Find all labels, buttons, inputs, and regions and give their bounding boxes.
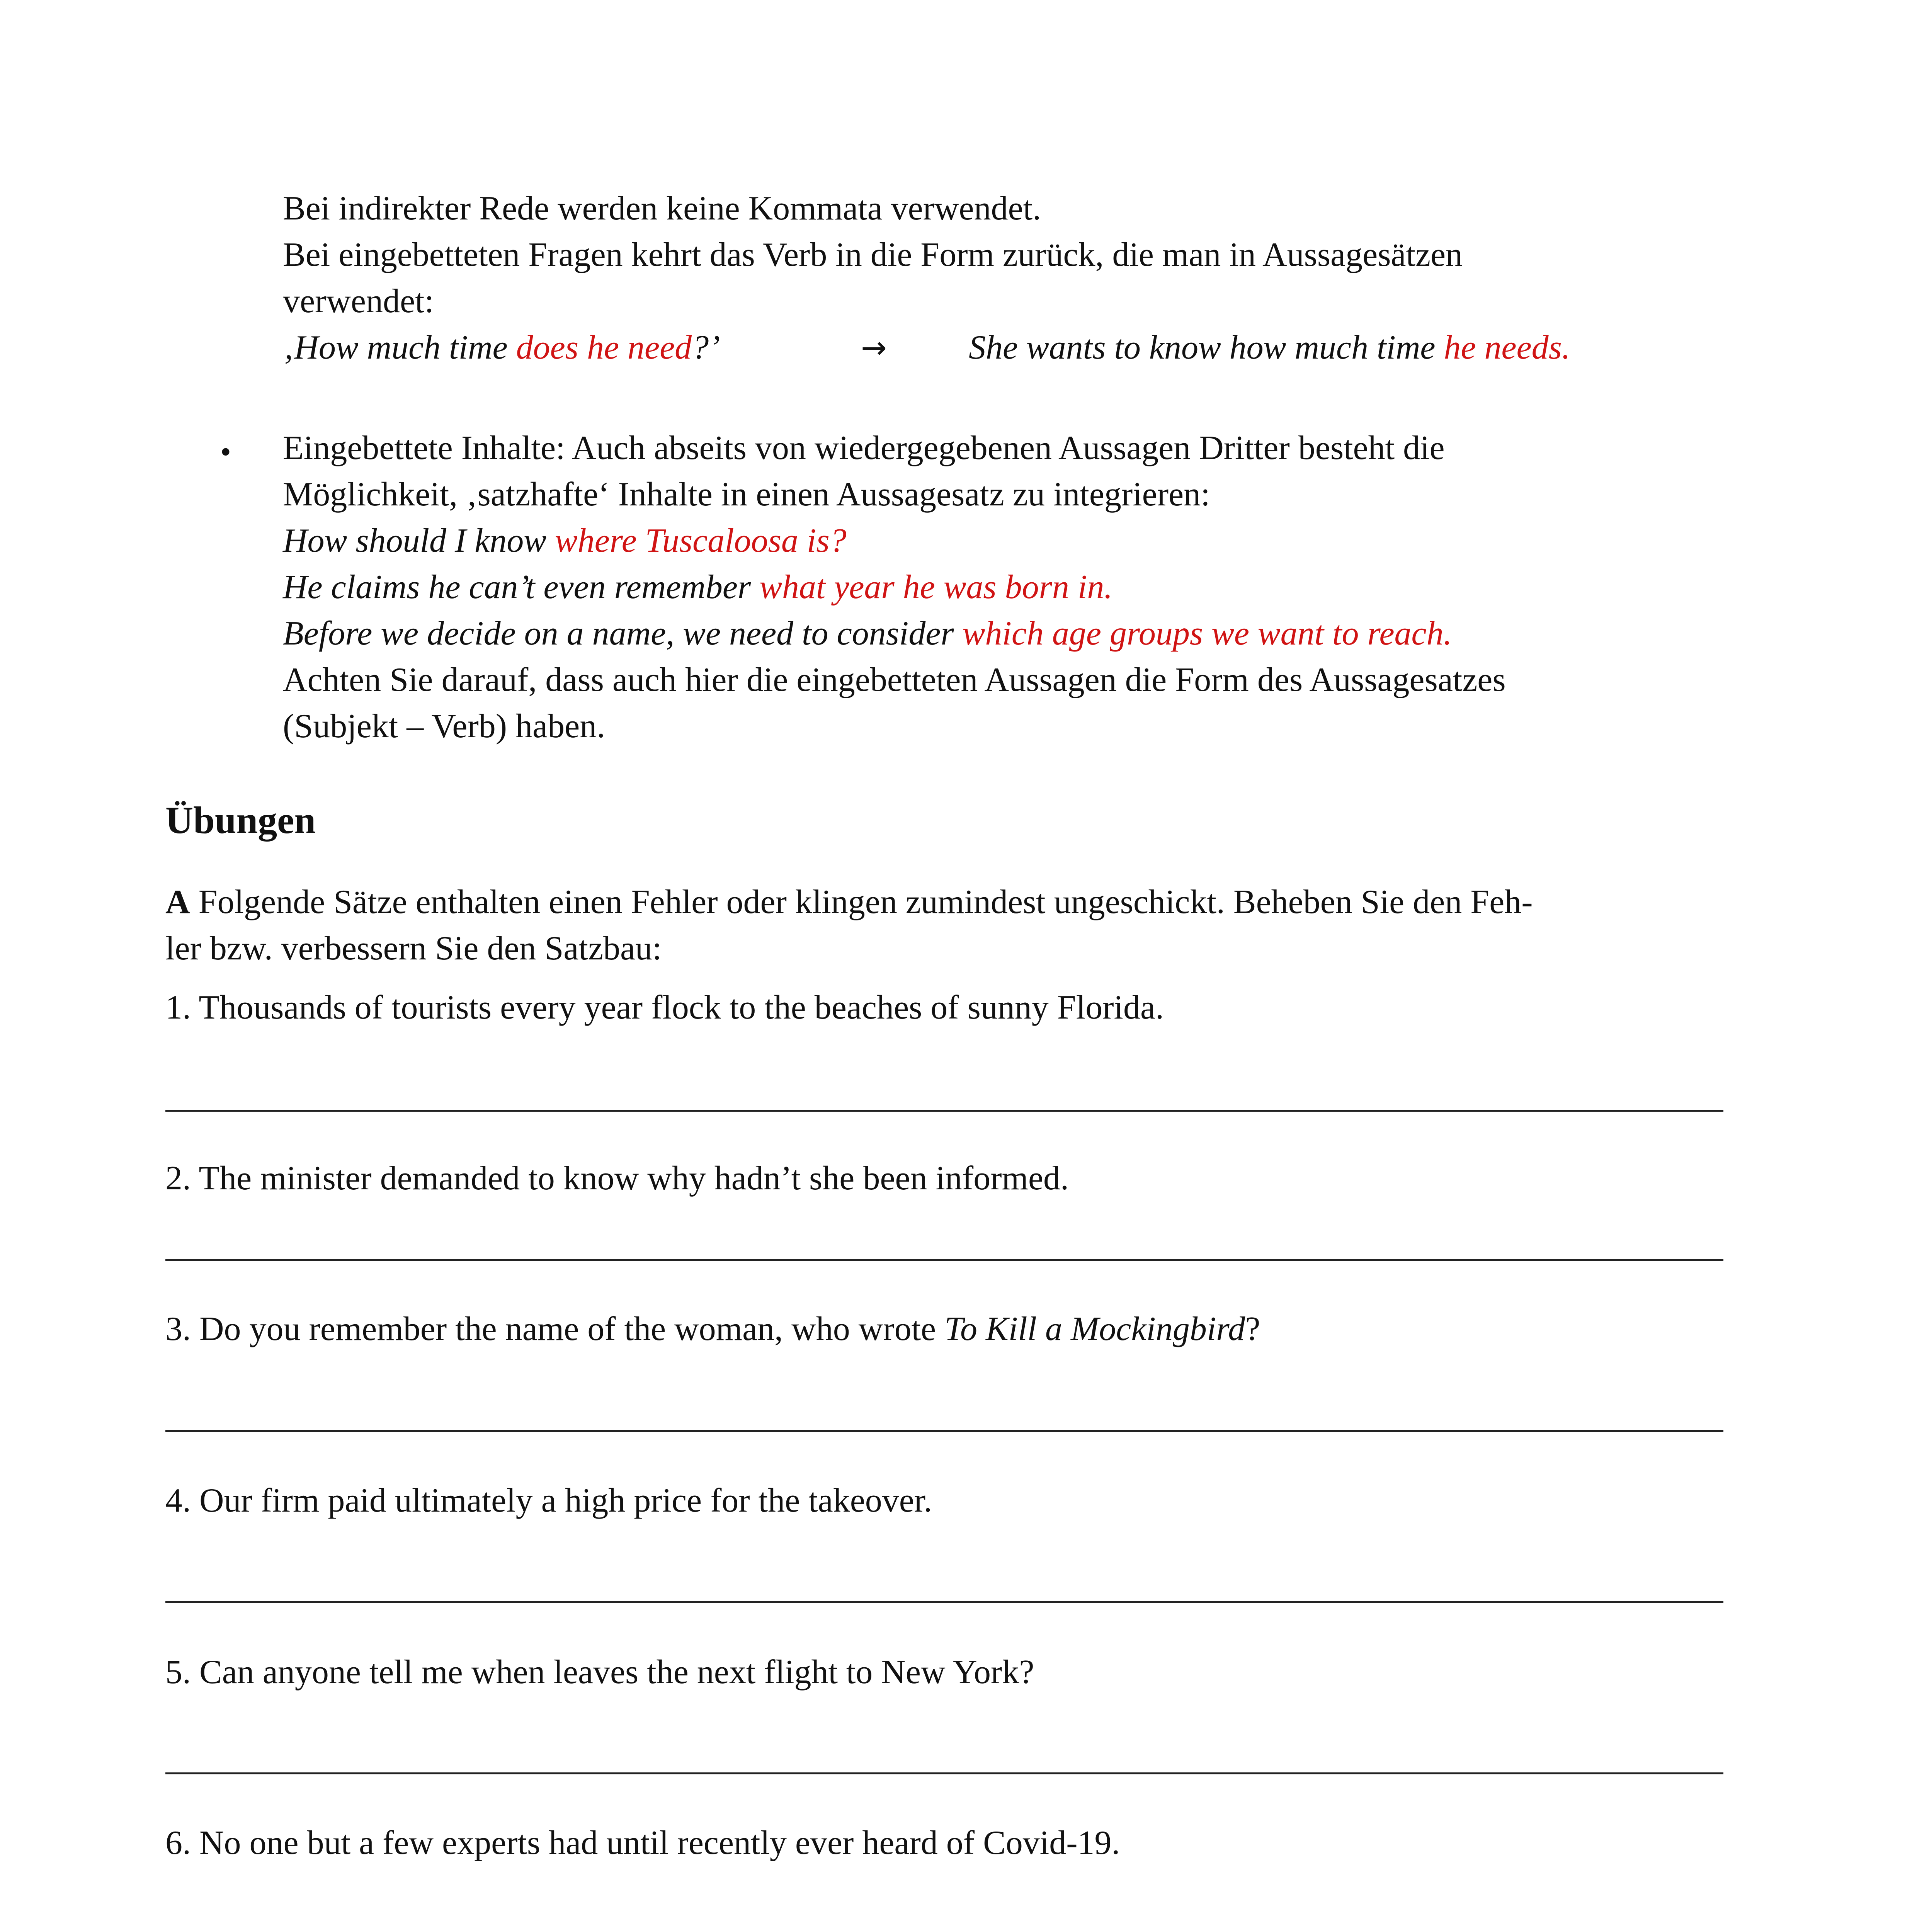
exercise-item-4: 4. Our firm paid ultimately a high price for the takeover. xyxy=(165,1482,932,1519)
section-heading: Übungen xyxy=(165,799,316,842)
bullet-line-4: (Subjekt – Verb) haben. xyxy=(283,707,606,745)
bullet-example-1 xyxy=(283,518,847,564)
intro-line-2: Bei eingebetteten Fragen kehrt das Verb in die Form zurück, die man in Aussagesätzen xyxy=(283,236,1463,274)
bullet-example-3-red: which age groups we want to reach. xyxy=(962,615,1452,652)
answer-line-4[interactable] xyxy=(165,1601,1723,1603)
arrow-right-icon: → xyxy=(861,330,887,366)
exercise-item-3 xyxy=(165,1306,1260,1352)
exercise-item-3-text: 3. Do you remember the name of the woman, who wrote xyxy=(165,1310,945,1348)
task-line-1-text: Folgende Sätze enthalten einen Fehler oder klingen zumindest ungeschickt. Beheben Sie den Feh- xyxy=(190,883,1533,921)
bullet-example-3 xyxy=(283,611,1452,657)
bullet-line-3: Achten Sie darauf, dass auch hier die eingebetteten Aussagen die Form des Aussagesatzes xyxy=(283,661,1506,699)
bullet-example-2 xyxy=(283,564,1112,611)
task-letter: A xyxy=(165,883,190,921)
exercise-item-6: 6. No one but a few experts had until recently ever heard of Covid-19. xyxy=(165,1824,1120,1862)
bullet-example-3-start: Before we decide on a name, we need to consider xyxy=(283,615,963,652)
bullet-icon: • xyxy=(220,435,231,469)
bullet-example-1-start: How should I know xyxy=(283,522,555,560)
exercise-item-3-end: ? xyxy=(1245,1310,1260,1348)
example-question-start: ‚How much time xyxy=(283,329,516,366)
exercise-item-5: 5. Can anyone tell me when leaves the next flight to New York? xyxy=(165,1653,1034,1691)
answer-line-2[interactable] xyxy=(165,1259,1723,1261)
task-line-1 xyxy=(165,879,1533,925)
exercise-item-1: 1. Thousands of tourists every year flock to the beaches of sunny Florida. xyxy=(165,989,1164,1026)
bullet-line-1: Eingebettete Inhalte: Auch abseits von wiedergegebenen Aussagen Dritter besteht die xyxy=(283,429,1445,467)
example-question-end: ?’ xyxy=(692,329,720,366)
example-answer xyxy=(969,325,1570,371)
answer-line-3[interactable] xyxy=(165,1430,1723,1432)
answer-line-5[interactable] xyxy=(165,1772,1723,1774)
exercise-item-3-title: To Kill a Mockingbird xyxy=(944,1310,1245,1348)
bullet-example-1-red: where Tuscaloosa is? xyxy=(555,522,847,560)
answer-line-1[interactable] xyxy=(165,1110,1723,1112)
example-question-red: does he need xyxy=(516,329,692,366)
exercise-item-2: 2. The minister demanded to know why hadn’t she been informed. xyxy=(165,1160,1069,1197)
example-answer-red: he needs. xyxy=(1444,329,1570,366)
bullet-line-2: Möglichkeit, ‚satzhafte‘ Inhalte in einen Aussagesatz zu integrieren: xyxy=(283,476,1210,513)
bullet-example-2-red: what year he was born in. xyxy=(759,568,1113,606)
intro-line-3: verwendet: xyxy=(283,282,434,320)
intro-line-1: Bei indirekter Rede werden keine Kommata verwendet. xyxy=(283,190,1041,227)
task-line-2: ler bzw. verbessern Sie den Satzbau: xyxy=(165,930,662,967)
bullet-example-2-start: He claims he can’t even remember xyxy=(283,568,760,606)
example-question xyxy=(283,325,720,371)
example-answer-start: She wants to know how much time xyxy=(969,329,1444,366)
